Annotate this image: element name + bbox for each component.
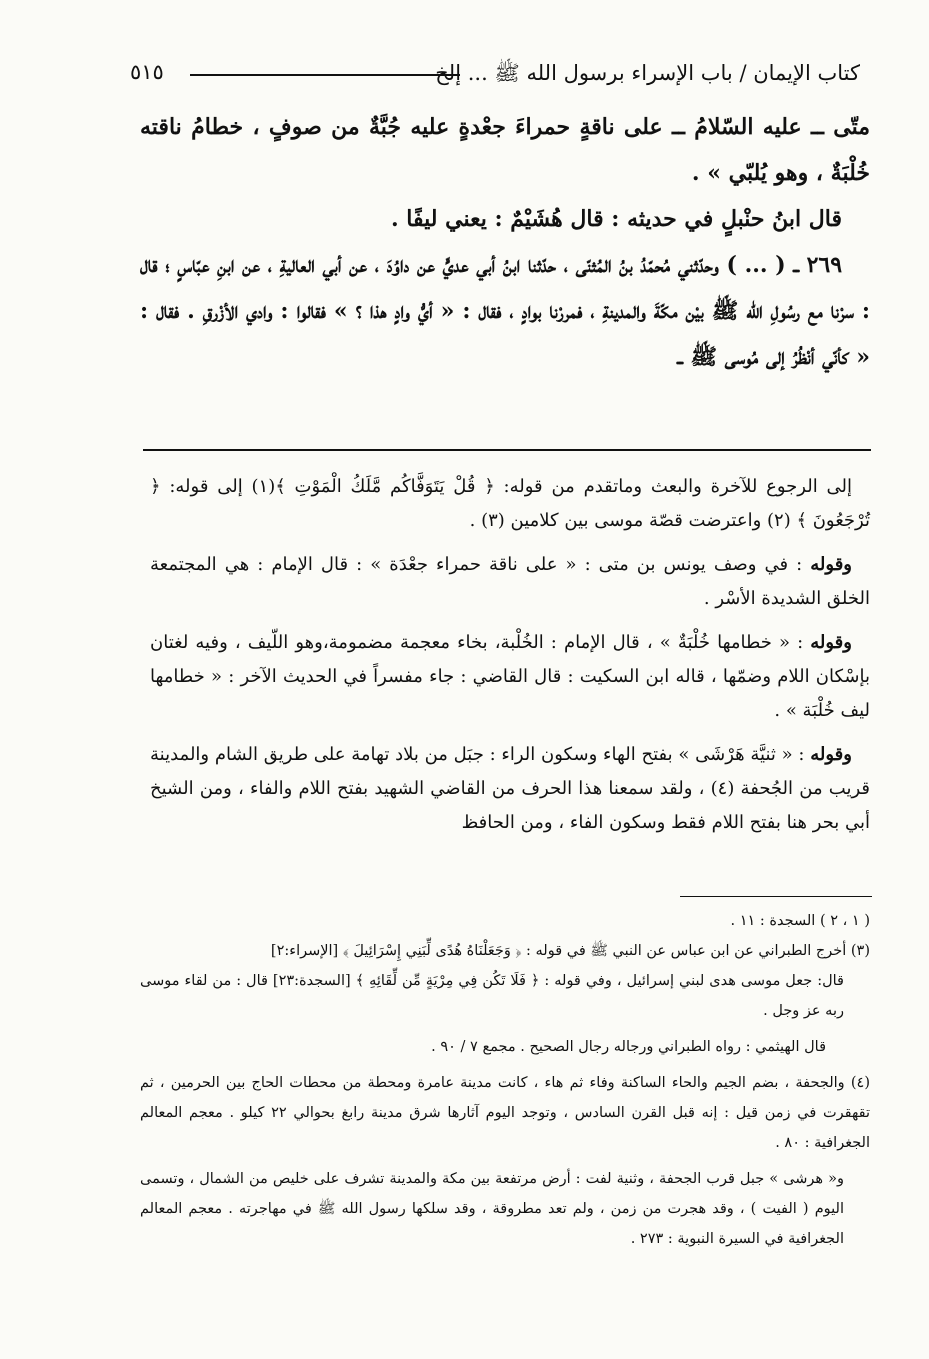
commentary-paragraph	[150, 470, 870, 538]
page-number: ٥١٥	[130, 60, 164, 84]
commentary-text: : « خطامها خُلْبَةٌ » ، قال الإمام : الخُلْبة، بخاء معجمة مضمومة،وهو اللّيف ، وفيه لغتان بإسْكان اللام وضمّها ، قاله ابن السكيت : قال القاضي : جاء مفسراً في الحديث الآخر : « خطامها ليف خُلْبَة » .	[150, 632, 870, 721]
hadith-paragraph: قال ابنُ حنْبلٍ في حديثه : قال هُشَيْمٌ : يعني ليفًا .	[390, 206, 842, 232]
footnote-continuation: و« هرشى » جبل قرب الجحفة ، وثنية لفت : أرض مرتفعة بين مكة والمدينة تشرف على خليص من الشمال ، وتسمى اليوم ( الفيت ) ، وقد هجرت من زمن ، ولم تعد مطروقة ، وقد سلكها رسول الله ﷺ في مهاجرته . معجم المعالم الجغرافية في السيرة النبوية : ٢٧٣ .	[140, 1171, 844, 1247]
hadith-paragraph: متّى ــ عليه السّلامُ ــ على ناقةٍ حمراءَ جعْدةٍ عليه جُبَّةٌ من صوفٍ ، خطامُ ناقته خُلْبَةٌ ، وهو يُلبّي » .	[140, 114, 870, 186]
hadith-paragraph: ٢٦٩ ــ ( ... ) وحدّثني مُحمّدُ بنُ المُثنّى ، حدّثنا ابنُ أبي عديٍّ عن داوُدَ ، عن أبي العاليةِ ، عن ابنِ عبّاسٍ ؛ قال : سرْنا مع رسُولِ الله ﷺ بيْن مكّةَ والمدينةِ ، فمررْنا بوادٍ ، فقال : « أيُّ وادٍ هذا ؟ » فقالوا : وادي الأزْرقِ . فقال : « كأنّي أنْظُرُ إلى مُوسى ﷺ ــ	[140, 252, 870, 370]
hadith-text	[140, 104, 870, 380]
section-divider	[143, 449, 871, 451]
commentary	[150, 470, 870, 850]
commentary-text: : « ثنيَّة هَرْشَى » بفتح الهاء وسكون الراء : جبَل من بلاد تهامة على طريق الشام والمدينة قريب من الجُحفة (٤) ، ولقد سمعنا هذا الحرف من القاضي الشهيد بفتح اللام والفاء ، ومن الشيخ أبي بحر هنا بفتح اللام فقط وسكون الفاء ، ومن الحافظ	[150, 744, 870, 833]
footnote: (٣) أخرج الطبراني عن ابن عباس عن النبي ﷺ في قوله : ﴿ وَجَعَلْنَاهُ هُدًى لِّبَنِي إِسْرَائِيلَ ﴾ [الإسراء:٢]	[270, 943, 870, 959]
commentary-paragraph	[150, 626, 870, 728]
commentary-lead: وقوله	[810, 632, 852, 653]
header-title: كتاب الإيمان / باب الإسراء برسول الله ﷺ ... إلخ	[435, 61, 860, 85]
commentary-lead: وقوله	[810, 554, 852, 575]
footnote-continuation: قال الهيثمي : رواه الطبراني ورجاله رجال الصحيح . مجمع ٧ / ٩٠ .	[431, 1039, 826, 1055]
commentary-paragraph	[150, 738, 870, 840]
footnote-continuation: قال: جعل موسى هدى لبني إسرائيل ، وفي قوله : ﴿ فَلَا تَكُن فِي مِرْيَةٍ مِّن لِّقَائِهِ ﴾ [السجدة:٢٣] قال : من لقاء موسى ربه عز وجل .	[140, 973, 844, 1019]
commentary-text: : في وصف يونس بن متى : « على ناقة حمراء جعْدَة » : قال الإمام : هي المجتمعة الخلق الشديدة الأسْر .	[150, 554, 870, 609]
running-header	[130, 60, 860, 90]
footnote: ( ١ ، ٢ ) السجدة : ١١ .	[730, 913, 870, 929]
footnotes	[140, 906, 870, 1254]
footnote-divider	[680, 896, 872, 897]
commentary-text: إلى الرجوع للآخرة والبعث وماتقدم من قوله: ﴿ قُلْ يَتَوَفَّاكُم مَّلَكُ الْمَوْتِ ﴾(١) إلى قوله: ﴿ تُرْجَعُونَ ﴾ (٢) واعترضت قصّة موسى بين كلامين (٣) .	[150, 476, 870, 531]
footnote: (٤) والجحفة ، بضم الجيم والحاء الساكنة وفاء ثم هاء ، كانت مدينة عامرة ومحطة من محطات الحاج بين الحرمين ، ثم تقهقرت في زمن قيل : إنه قبل القرن السادس ، وتوجد اليوم آثارها شرق مدينة رابغ بحوالي ٢٢ كيلو . معجم المعالم الجغرافية : ٨٠ .	[140, 1075, 870, 1151]
commentary-paragraph	[150, 548, 870, 616]
commentary-lead: وقوله	[810, 744, 852, 765]
header-rule	[190, 74, 460, 76]
